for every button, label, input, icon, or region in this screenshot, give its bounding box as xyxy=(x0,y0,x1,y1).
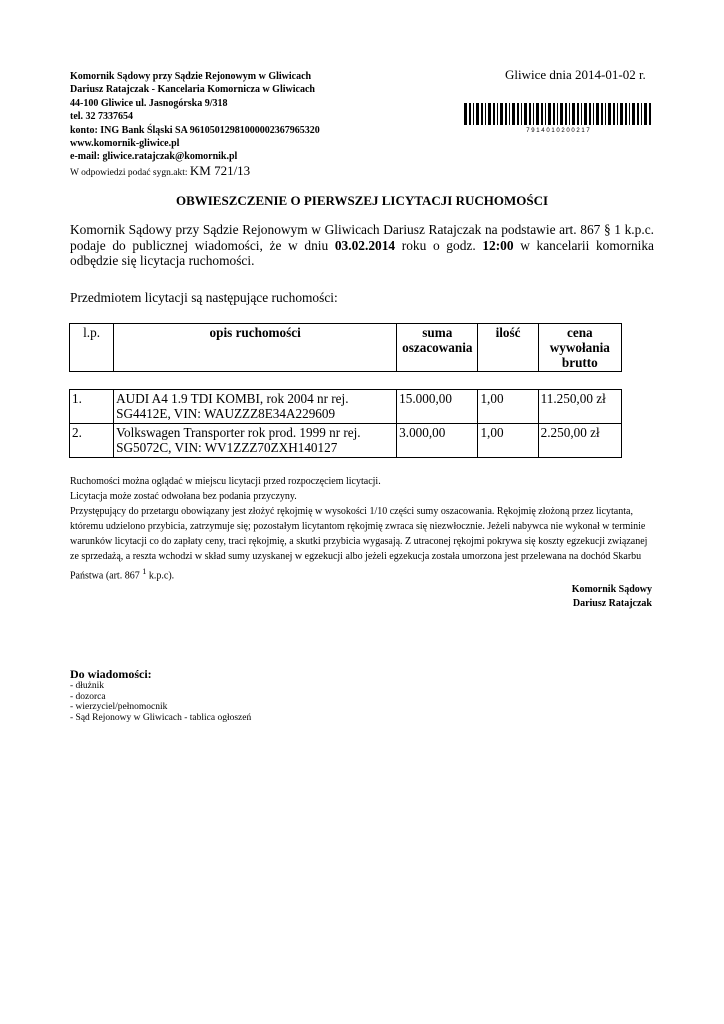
row-estimated-value: 15.000,00 xyxy=(397,390,478,424)
intro-text-3: w kancelarii komornika odbędzie się licytacja ruchomości. xyxy=(70,237,654,268)
office-phone: tel. 32 7337654 xyxy=(70,111,134,123)
office-website: www.komornik-gliwice.pl xyxy=(70,138,180,150)
header-starting-price: cena wywołania brutto xyxy=(538,324,621,372)
intro-paragraph xyxy=(70,222,654,269)
note-deposit-text: Przystępujący do przetargu obowiązany jest złożyć rękojmię w wysokości 1/10 części sumy oszacowania. Rękojmię złożoną przez licytanta, któremu udzielono przybicia, zatrzymuje się; pozostałym licytantom rękojmię zwraca się niezwłocznie. Jeżeli nabywca nie wykonał w terminie warunków licytacji co do zapłaty ceny, traci rękojmię, a skutki przybicia wygasają. Z utraconej rękojmi pokrywa się koszty egzekucji związanej ze sprzedażą, a reszta wchodzi w skład sumy uzyskanej w egzekucji albo jeżeli egzekucja została umorzona jest przelewana na dochód Skarbu Państwa (art. 867 xyxy=(70,506,648,582)
signature-block xyxy=(520,583,652,611)
note-viewing: Ruchomości można oglądać w miejscu licytacji przed rozpoczęciem licytacji. xyxy=(70,476,381,487)
row-starting-price: 11.250,00 zł xyxy=(538,390,621,424)
note-deposit-end: k.p.c). xyxy=(146,570,175,582)
row-quantity: 1,00 xyxy=(478,390,538,424)
recipients-title: Do wiadomości: xyxy=(70,667,152,681)
office-address: 44-100 Gliwice ul. Jasnogórska 9/318 xyxy=(70,97,228,109)
intro-text-1: Komornik Sądowy przy Sądzie Rejonowym w Gliwicach Dariusz Ratajczak na podstawie art. 867 § 1 k.p.c. podaje do publicznej wiadomości, że w dniu xyxy=(70,222,654,253)
document-date: Gliwice dnia 2014-01-02 r. xyxy=(505,67,646,82)
barcode-icon xyxy=(462,103,654,133)
document-title: OBWIESZCZENIE O PIERWSZEJ LICYTACJI RUCHOMOŚCI xyxy=(175,193,549,208)
table-row xyxy=(70,390,622,424)
case-reference-number: KM 721/13 xyxy=(189,162,251,178)
office-owner: Dariusz Ratajczak - Kancelaria Komornicza w Gliwicach xyxy=(70,84,315,96)
items-table-header xyxy=(69,323,622,372)
note-deposit-sup: 1 xyxy=(142,567,147,576)
note-cancellation: Licytacja może zostać odwołana bez podania przyczyny. xyxy=(70,491,297,502)
signature-title: Komornik Sądowy xyxy=(571,584,652,595)
auction-time: 12:00 xyxy=(482,237,514,253)
office-name: Komornik Sądowy przy Sądzie Rejonowym w Gliwicach xyxy=(70,71,312,82)
header-quantity: ilość xyxy=(478,324,538,372)
items-table xyxy=(69,389,622,458)
case-reference xyxy=(70,164,320,180)
header-lp: l.p. xyxy=(70,324,114,372)
row-description: AUDI A4 1.9 TDI KOMBI, rok 2004 nr rej. SG4412E, VIN: WAUZZZ8E34A229609 xyxy=(114,390,397,424)
header-estimated-value: suma oszacowania xyxy=(397,324,478,372)
row-lp: 1. xyxy=(70,390,114,424)
intro-text-2: roku o godz. xyxy=(395,237,483,253)
table-row xyxy=(70,424,622,458)
subject-line: Przedmiotem licytacji są następujące ruchomości: xyxy=(70,290,338,305)
recipient-item: - wierzyciel/pełnomocnik xyxy=(70,702,168,712)
header-description: opis ruchomości xyxy=(114,324,397,372)
barcode-digits: 7 9 1 4 0 1 0 2 0 0 2 1 7 xyxy=(526,128,590,133)
letterhead xyxy=(70,70,320,180)
row-quantity: 1,00 xyxy=(478,424,538,458)
recipient-item: - Sąd Rejonowy w Gliwicach - tablica ogłoszeń xyxy=(70,712,252,723)
signature-name: Dariusz Ratajczak xyxy=(572,598,652,609)
case-reference-label: W odpowiedzi podać sygn.akt: xyxy=(70,167,188,178)
office-email: e-mail: gliwice.ratajczak@komornik.pl xyxy=(70,151,238,163)
recipient-item: - dłużnik xyxy=(70,681,105,691)
row-description: Volkswagen Transporter rok prod. 1999 nr rej. SG5072C, VIN: WV1ZZZ70ZXH140127 xyxy=(114,424,397,458)
auction-terms xyxy=(70,474,654,583)
note-deposit xyxy=(70,504,654,583)
recipients-block xyxy=(70,667,251,723)
row-starting-price: 2.250,00 zł xyxy=(538,424,621,458)
office-bank-account: konto: ING Bank Śląski SA 96105012981000002367965320 xyxy=(70,124,320,136)
row-estimated-value: 3.000,00 xyxy=(397,424,478,458)
row-lp: 2. xyxy=(70,424,114,458)
auction-date: 03.02.2014 xyxy=(334,237,396,253)
recipient-item: - dozorca xyxy=(70,691,106,702)
